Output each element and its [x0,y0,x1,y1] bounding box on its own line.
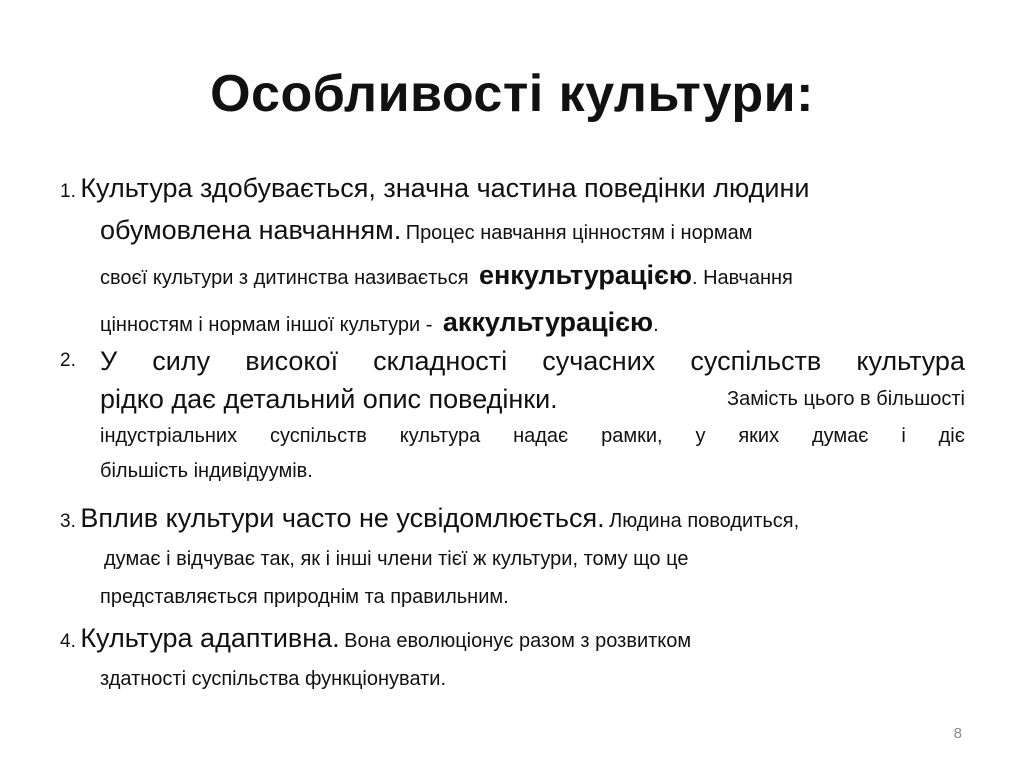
word: культура [856,346,965,376]
word: складності [373,346,508,376]
list-item-2 [60,342,965,490]
item-text: Замість цього в більшості [726,388,965,410]
item-text: здатності суспільства функціонувати. [100,668,447,690]
item-text: більшість індивідуумів. [100,460,313,482]
item-text: . Навчання [692,267,793,289]
list-item-4 [60,620,965,699]
word: думає [811,425,869,447]
word: і [901,425,906,447]
word: яких [738,425,780,447]
word: високої [245,346,339,376]
item-text: Культура здобувається, значна частина поведінки людини [80,173,810,203]
word: культура [399,425,481,447]
word: діє [938,425,965,447]
item-text: думає і відчуває так, як і інші члени тієї ж культури, тому що це [104,548,689,570]
word: суспільств [269,425,367,447]
list-item-3 [60,500,965,617]
word: суспільств [690,346,822,376]
term-enculturation: енкультурацією [478,260,692,290]
word: рамки, [601,425,663,447]
item-text: Людина поводиться, [609,510,800,532]
item-text: рідко дає детальний опис поведінки. [100,384,558,414]
item-number: 4. [60,631,76,652]
item-text: Процес навчання цінностям і нормам [405,222,753,244]
term-acculturation: аккультурацією [442,307,654,337]
word: у [695,425,706,447]
word: сучасних [542,346,656,376]
word: індустріальних [100,425,238,447]
item-text: представляється природнім та правильним. [100,586,509,608]
item-text: . [653,314,659,336]
slide-title: Особливості культури: [210,65,814,123]
item-number: 2. [60,350,76,371]
item-text: цінностям і нормам іншої культури - [100,314,433,336]
list-item-1 [60,170,965,348]
item-number: 1. [60,181,76,202]
page-number: 8 [953,725,962,742]
word: силу [152,346,211,376]
word: У [100,346,118,376]
word: надає [513,425,569,447]
item-text: Вона еволюціонує разом з розвитком [344,630,692,652]
item-text: Культура адаптивна. [80,623,340,653]
item-number: 3. [60,511,76,532]
item-text: Вплив культури часто не усвідомлюється. [80,503,605,533]
item-text: своєї культури з дитинства називається [100,267,469,289]
item-text: обумовлена навчанням. [100,215,402,245]
